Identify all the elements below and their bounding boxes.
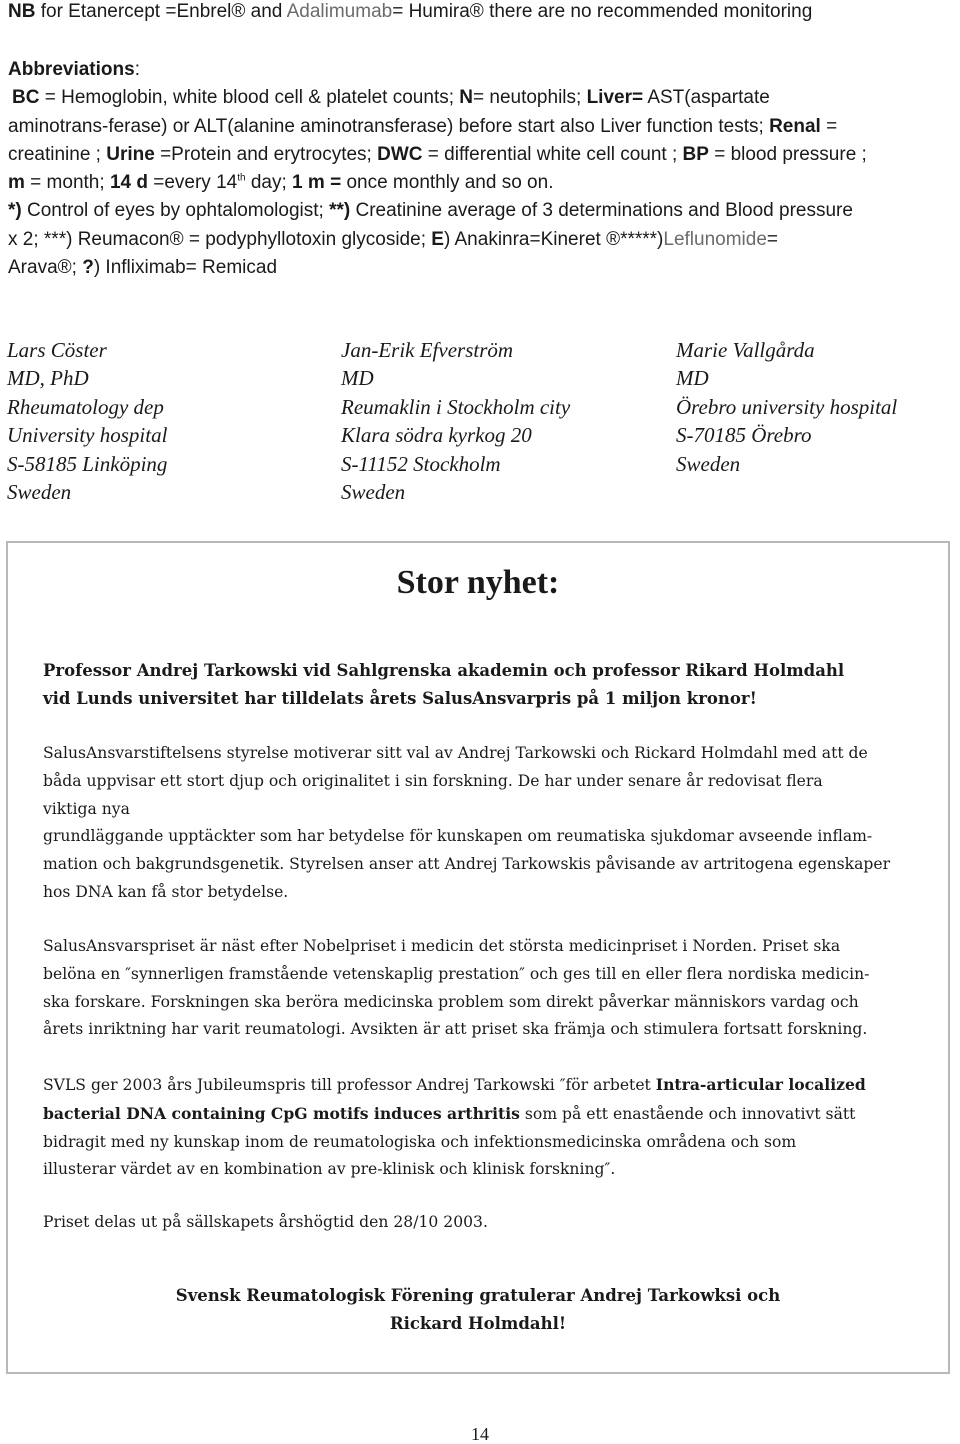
paragraph-line: grundläggande upptäckter som har betydelse för kunskapen om reumatiska sjukdomar avseende inflam- [43, 827, 873, 846]
abbreviations-line-2: aminotrans-ferase) or ALT(alanine aminotransferase) before start also Liver function tests; Renal = [8, 115, 838, 137]
author-organization: University hospital [7, 423, 168, 448]
authors-section [0, 336, 960, 516]
author-card-coster [7, 336, 167, 506]
abbreviations-line-3: creatinine ; Urine =Protein and erytrocytes; DWC = differential white cell count ; BP = blood pressure ; [8, 143, 867, 165]
author-card-vallgarda [676, 336, 897, 478]
paragraph-line: SalusAnsvarstiftelsens styrelse motiverar sitt val av Andrej Tarkowski och Rickard Holmdahl med att de [43, 744, 868, 762]
article-title: bacterial DNA containing CpG motifs induces arthritis [43, 1103, 520, 1123]
paragraph-line: bacterial DNA containing CpG motifs induces arthritis som på ett enastående och innovativt sätt [43, 1103, 856, 1123]
author-country: Sweden [7, 480, 72, 505]
abbreviations-line-7: Arava®; ?) Infliximab= Remicad [8, 257, 278, 279]
news-closing [8, 1282, 948, 1339]
nb-note [8, 0, 954, 24]
paragraph-line: illusterar värdet av en kombination av pre-klinisk och klinisk forskning″. [43, 1160, 616, 1179]
author-organization: S-70185 Örebro [676, 423, 812, 448]
paragraph-line: belöna en ″synnerligen framstående vetenskaplig prestation″ och ges till en eller flera nordiska medicin- [43, 964, 870, 983]
abbreviations-line-5: *) Control of eyes by ophtalomologist; **) Creatinine average of 3 determinations and Blood pressure [8, 200, 853, 222]
nb-label: NB [8, 1, 36, 22]
author-country: Sweden [341, 480, 406, 505]
abbreviations-heading: Abbreviations [8, 59, 135, 80]
news-title: Stor nyhet: [396, 564, 560, 601]
news-paragraph-4 [43, 1209, 933, 1237]
news-lead-line: Professor Andrej Tarkowski vid Sahlgrenska akademin och professor Rikard Holmdahl [43, 661, 845, 680]
author-name: Jan-Erik Efverström [341, 338, 514, 362]
author-city: Sweden [676, 451, 741, 476]
abbreviations-line-1: BC = Hemoglobin, white blood cell & platelet counts; N= neutophils; Liver= AST(aspartate [12, 87, 770, 109]
abbreviations-line-4: m = month; 14 d =every 14th day; 1 m = once monthly and so on. [8, 172, 554, 194]
author-city: S-58185 Linköping [7, 451, 168, 476]
author-name: Lars Cöster [7, 338, 107, 362]
paragraph-line: årets inriktning har varit reumatologi. Avsikten är att priset ska främja och stimulera fortsatt forskning. [43, 1020, 868, 1039]
author-title: MD, PhD [7, 366, 89, 391]
author-department: Rheumatology dep [7, 394, 164, 419]
article-title: Intra-articular localized [655, 1075, 866, 1094]
nb-text-1: for Etanercept =Enbrel® and [35, 1, 287, 22]
author-title: MD [341, 366, 374, 391]
news-paragraph-1 [43, 740, 933, 907]
news-paragraph-3 [43, 1071, 933, 1184]
page-number: 14 [471, 1424, 489, 1444]
closing-line: Rickard Holmdahl! [389, 1314, 567, 1334]
author-card-efverstrom [341, 336, 570, 506]
abbreviations-line-6: x 2; ***) Reumacon® = podyphyllotoxin glycoside; E) Anakinra=Kineret ®*****)Leflunomide= [8, 228, 779, 250]
abbreviations-heading-line: Abbreviations: [8, 59, 140, 80]
news-lead-line: vid Lunds universitet har tilldelats årets SalusAnsvarpris på 1 miljon kronor! [43, 689, 757, 709]
author-name: Marie Vallgårda [676, 338, 815, 362]
author-city: S-11152 Stockholm [341, 451, 501, 476]
paragraph-line: SalusAnsvarspriset är näst efter Nobelpriset i medicin det största medicinpriset i Norden. Priset ska [43, 937, 841, 955]
paragraph-line: båda uppvisar ett stort djup och originalitet i sin forskning. De har under senare år redovisat flera [43, 771, 823, 790]
news-box [6, 541, 950, 1374]
nb-text-2: = Humira® there are no recommended monitoring [392, 1, 813, 22]
paragraph-line: viktiga nya [43, 799, 130, 818]
closing-line: Svensk Reumatologisk Förening gratulerar Andrej Tarkowksi och [175, 1286, 781, 1305]
paragraph-line: SVLS ger 2003 års Jubileumspris till professor Andrej Tarkowski ″för arbetet Intra-articular localized [43, 1075, 866, 1094]
author-department: Reumaklin i Stockholm city [341, 394, 571, 419]
paragraph-line: bidragit med ny kunskap inom de reumatologiska och infektionsmedicinska områdena och som [43, 1132, 797, 1151]
nb-adalimumab: Adalimumab [286, 1, 393, 22]
author-title: MD [676, 366, 709, 391]
paragraph-line: mation och bakgrundsgenetik. Styrelsen anser att Andrej Tarkowskis påvisande av artritogena egenskaper [43, 855, 891, 874]
author-department: Örebro university hospital [676, 394, 898, 419]
paragraph-line: ska forskare. Forskningen ska beröra medicinska problem som direkt påverkar människors vardag och [43, 992, 859, 1011]
news-lead [43, 657, 923, 714]
paragraph-line: hos DNA kan få stor betydelse. [43, 882, 289, 901]
paragraph-line: Priset delas ut på sällskapets årshögtid den 28/10 2003. [43, 1213, 488, 1231]
abbreviations-block [8, 56, 954, 282]
news-paragraph-2 [43, 933, 933, 1044]
author-organization: Klara södra kyrkog 20 [341, 423, 532, 448]
